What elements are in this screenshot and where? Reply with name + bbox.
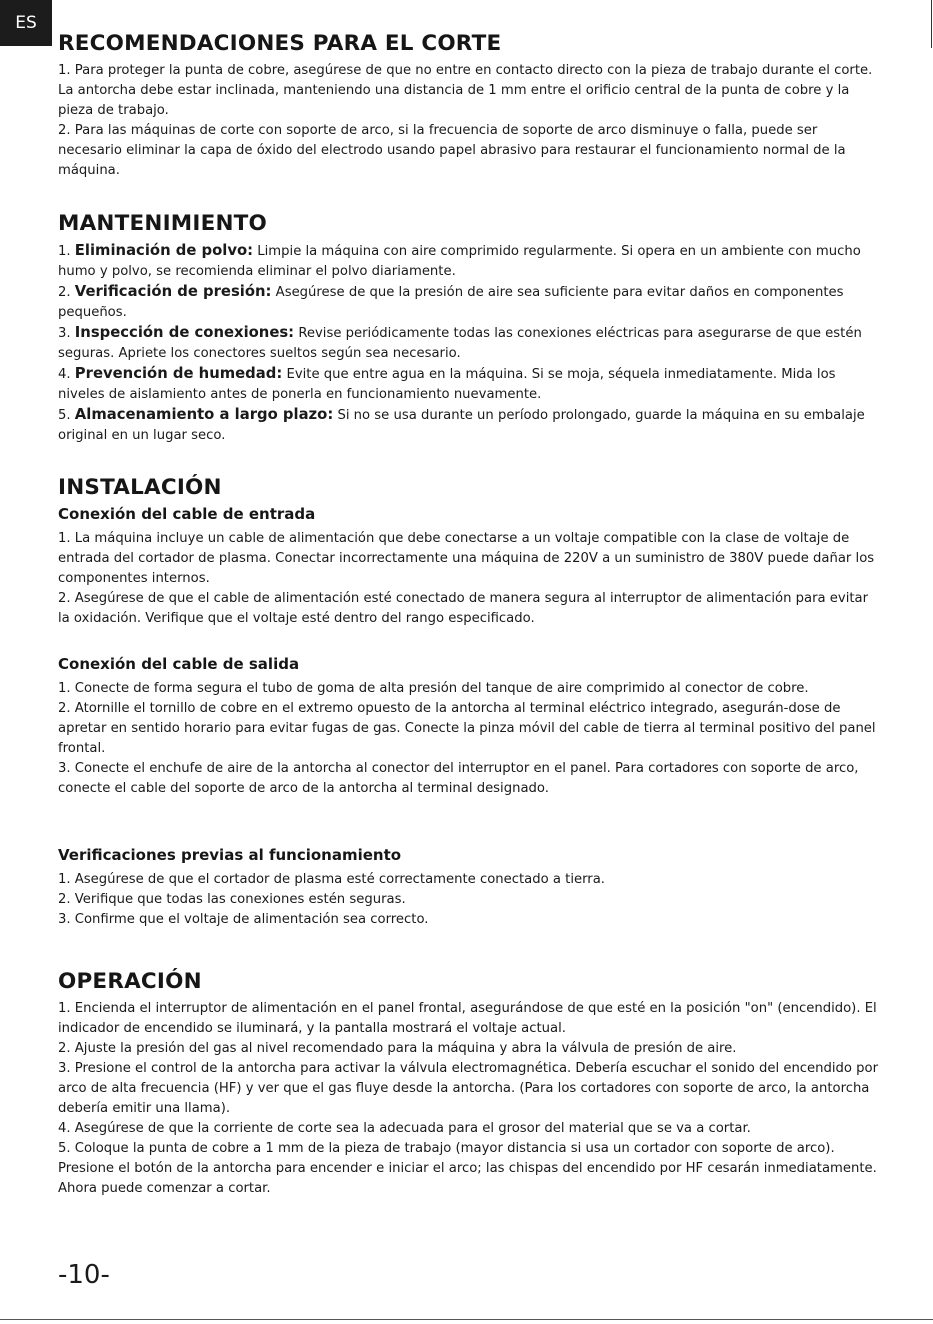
list-item: 2. Para las máquinas de corte con soporte de arco, si la frecuencia de soporte de arco disminuye o falla, puede ser necesario eliminar la capa de óxido del electrodo usando papel abrasivo para restaurar el funcionamiento normal de la máquina. [58,123,846,178]
subsection-title: Verificaciones previas al funcionamiento [58,846,402,864]
list-item: 2. Atornille el tornillo de cobre en el extremo opuesto de la antorcha al terminal eléctrico integrado, asegurán-dose de apretar en sentido horario para evitar fugas de gas. Conecte la pinza móvil del cable de tierra al terminal positivo del panel frontal. [58,701,876,756]
item-text: Evite que entre agua en la máquina. Si se moja, séquela inmediatamente. Mida los niveles de aislamiento antes de ponerla en funcionamiento nuevamente. [58,367,836,402]
list-item [58,364,880,405]
list-item [58,282,880,323]
subsection-cable-entrada [58,502,880,629]
item-number: 3. [58,326,71,341]
list-item: 4. Asegúrese de que la corriente de corte sea la adecuada para el grosor del material que se va a cortar. [58,1121,751,1136]
list-item: 1. Conecte de forma segura el tubo de goma de alta presión del tanque de aire comprimido al conector de cobre. [58,681,809,696]
subsection-cable-salida [58,652,880,799]
list-item: 3. Confirme que el voltaje de alimentación sea correcto. [58,912,429,927]
item-heading: Verificación de presión: [74,283,272,300]
list-item [58,405,880,446]
item-number: 5. [58,408,71,423]
page-number: -10- [58,1260,110,1290]
section-mantenimiento [58,210,880,446]
top-right-divider [931,0,932,48]
item-text: Revise periódicamente todas las conexiones eléctricas para asegurarse de que estén seguras. Apriete los conectores sueltos según sea necesario. [58,326,862,361]
bottom-divider [0,1319,933,1320]
list-item: 5. Coloque la punta de cobre a 1 mm de la pieza de trabajo (mayor distancia si usa un cortador con soporte de arco). Presione el botón de la antorcha para encender e iniciar el arco; las chispas del encendido por HF cesarán inmediatamente. Ahora puede comenzar a cortar. [58,1141,877,1196]
subsection-verificaciones [58,843,880,930]
item-text: Limpie la máquina con aire comprimido regularmente. Si opera en un ambiente con mucho humo y polvo, se recomienda eliminar el polvo diariamente. [58,244,861,279]
item-heading: Prevención de humedad: [74,365,283,382]
subsection-title: Conexión del cable de entrada [58,505,316,523]
list-item [58,323,880,364]
item-text: Asegúrese de que la presión de aire sea suficiente para evitar daños en componentes pequeños. [58,285,844,320]
item-heading: Eliminación de polvo: [74,242,254,259]
list-item: 2. Verifique que todas las conexiones estén seguras. [58,892,406,907]
item-number: 2. [58,285,71,300]
section-instalacion [58,474,880,930]
list-item: 3. Conecte el enchufe de aire de la antorcha al conector del interruptor en el panel. Para cortadores con soporte de arco, conecte el cable del soporte de arco de la antorcha al terminal designado. [58,761,859,796]
subsection-title: Conexión del cable de salida [58,655,300,673]
list-item: 1. Para proteger la punta de cobre, asegúrese de que no entre en contacto directo con la pieza de trabajo durante el corte. La antorcha debe estar inclinada, manteniendo una distancia de 1 mm entre el orificio central de la punta de cobre y la pieza de trabajo. [58,63,873,118]
list-item: 1. La máquina incluye un cable de alimentación que debe conectarse a un voltaje compatible con la clase de voltaje de entrada del cortador de plasma. Conectar incorrectamente una máquina de 220V a un suministro de 380V puede dañar los componentes internos. [58,531,875,586]
list-item [58,241,880,282]
list-item: 2. Ajuste la presión del gas al nivel recomendado para la máquina y abra la válvula de presión de aire. [58,1041,737,1056]
page-content [58,30,880,1228]
section-title-recomendaciones: RECOMENDACIONES PARA EL CORTE [58,31,502,56]
item-text: Si no se usa durante un período prolongado, guarde la máquina en su embalaje original en un lugar seco. [58,408,865,443]
item-number: 4. [58,367,71,382]
list-item: 1. Asegúrese de que el cortador de plasma esté correctamente conectado a tierra. [58,872,605,887]
list-item: 1. Encienda el interruptor de alimentación en el panel frontal, asegurándose de que esté en la posición "on" (encendido). El indicador de encendido se iluminará, y la pantalla mostrará el voltaje actual. [58,1001,877,1036]
item-number: 1. [58,244,71,259]
section-title-mantenimiento: MANTENIMIENTO [58,211,267,236]
list-item: 2. Asegúrese de que el cable de alimentación esté conectado de manera segura al interruptor de alimentación para evitar la oxidación. Verifique que el voltaje esté dentro del rango especificado. [58,591,869,626]
item-heading: Almacenamiento a largo plazo: [74,406,334,423]
section-operacion [58,968,880,1199]
language-tab: ES [0,0,52,46]
section-title-instalacion: INSTALACIÓN [58,475,222,500]
list-item: 3. Presione el control de la antorcha para activar la válvula electromagnética. Debería escuchar el sonido del encendido por arco de alta frecuencia (HF) y ver que el gas fluye desde la antorcha. (Para los cortadores con soporte de arco, la antorcha debería emitir una llama). [58,1061,879,1116]
section-title-operacion: OPERACIÓN [58,969,202,994]
section-recomendaciones [58,30,880,181]
item-heading: Inspección de conexiones: [74,324,295,341]
